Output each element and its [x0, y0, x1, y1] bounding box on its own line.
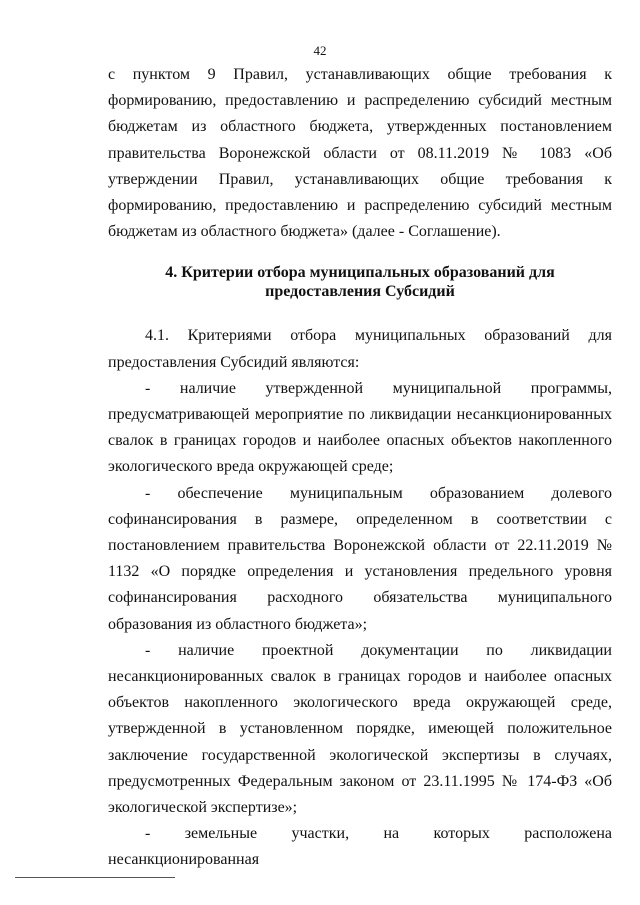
criterion-item: - наличие проектной документации по ликвидации несанкционированных свалок в границах городов и наиболее опасных объектов накопленного экологического вреда окружающей среде, утвержденной в установленном порядке, имеющей положительное заключение государственной экологической экспертизы в случаях, предусмотренных Федеральным законом от 23.11.1995 № 174-ФЗ «Об экологической экспертизе»;: [108, 641, 612, 817]
criterion-item: - наличие утвержденной муниципальной программы, предусматривающей мероприятие по ликвидации несанкционированных свалок в границах городов и наиболее опасных объектов накопленного экологического вреда окружающей среде;: [108, 379, 612, 476]
criterion-item: - земельные участки, на которых расположена несанкционированная: [108, 825, 612, 869]
intro-paragraph: с пунктом 9 Правил, устанавливающих общие требования к формированию, предоставлению и распределению субсидий местным бюджетам из областного бюджета, утвержденных постановлением правительства Воронежской области от 08.11.2019 № 1083 «Об утверждении Правил, устанавливающих общие требования к формированию, предоставлению и распределению субсидий местным бюджетам из областного бюджета» (далее - Соглашение).: [108, 66, 612, 241]
footer-rule: [15, 877, 175, 878]
page-number: 42: [313, 43, 327, 58]
section-heading: 4. Критерии отбора муниципальных образований для предоставления Субсидий: [165, 264, 555, 301]
clause-4-1: 4.1. Критериями отбора муниципальных образований для предоставления Субсидий являются:: [108, 327, 612, 371]
document-body: [108, 62, 612, 874]
criterion-item: - обеспечение муниципальным образованием долевого софинансирования в размере, определенном в соответствии с постановлением правительства Воронежской области от 22.11.2019 № 1132 «О порядке определения и установления предельного уровня софинансирования расходного обязательства муниципального образования из областного бюджета»;: [108, 484, 612, 633]
